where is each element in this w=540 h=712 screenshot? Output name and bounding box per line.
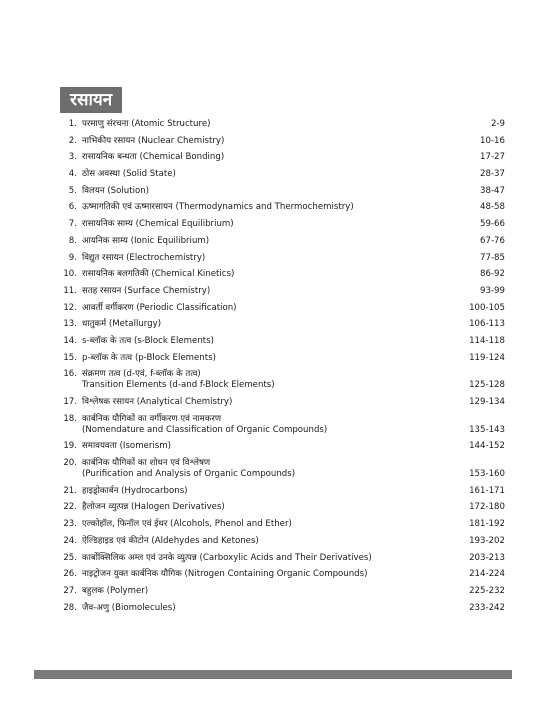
toc-entry-pages: 214-224 (469, 569, 505, 580)
toc-entry-title-line: विलयन (Solution) (82, 185, 150, 196)
toc-entry-pages: 77-85 (480, 252, 505, 263)
toc-entry-pages: 125-128 (469, 380, 505, 391)
toc-entry-pages: 106-113 (469, 319, 505, 330)
toc-entry (60, 458, 505, 480)
toc-entry-number: 8. (68, 235, 77, 246)
toc-entry-pages: 48-58 (480, 202, 505, 213)
toc-entry-number: 17. (63, 397, 77, 407)
toc-entry-pages: 10-16 (480, 135, 505, 146)
toc-entry-title (82, 152, 455, 163)
toc-entry-number: 15. (63, 352, 77, 363)
toc-entry-number: 20. (63, 458, 77, 469)
toc-entry-pages: 181-192 (469, 519, 505, 530)
toc-entry-title (82, 502, 455, 513)
toc-entry (60, 441, 505, 452)
toc-entry-number: 12. (63, 302, 77, 313)
toc-entry-number: 23. (63, 519, 77, 530)
toc-entry-title-line: p-ब्लॉक के तत्व (p-Block Elements) (82, 352, 216, 363)
toc-entry (60, 353, 505, 364)
toc-entry-title-line: नाइट्रोजन युक्त कार्बनिक यौगिक (Nitrogen Containing Organic Compounds) (82, 569, 368, 580)
toc-entry (60, 269, 505, 280)
toc-entry-pages: 153-160 (469, 469, 505, 480)
toc-entry (60, 136, 505, 147)
toc-entry-number: 3. (68, 152, 77, 163)
toc-entry-pages: 100-105 (469, 302, 505, 313)
toc-entry-title-line: ऊष्मागतिकी एवं ऊष्मारसायन (Thermodynamics and Thermochemistry) (82, 202, 354, 213)
toc-entry-title-line: s-ब्लॉक के तत्व (s-Block Elements) (82, 335, 214, 346)
toc-entry (60, 519, 505, 530)
toc-entry-pages: 67-76 (480, 235, 505, 246)
toc-entry-number: 1. (68, 119, 77, 129)
toc-entry (60, 553, 505, 564)
toc-entry-pages: 161-171 (469, 485, 505, 496)
toc-entry-title (82, 441, 455, 452)
toc-entry-number: 5. (68, 185, 77, 196)
toc-entry-title-line: समावयवता (Isomerism) (82, 441, 171, 452)
toc-entry-number: 7. (68, 219, 77, 230)
toc-entry (60, 502, 505, 513)
toc-entry-title-line: रासायनिक साम्य (Chemical Equilibrium) (82, 219, 234, 230)
toc-entry-title (82, 336, 455, 347)
toc-entry-pages: 172-180 (469, 502, 505, 513)
toc-entry-number: 4. (68, 169, 77, 180)
toc-entry-title-line: कार्बनिक यौगिकों का वर्गीकरण एवं नामकरण (82, 413, 222, 424)
toc-entry-title (82, 553, 455, 564)
toc-entry-title-line: (Purification and Analysis of Organic Compounds) (82, 469, 296, 480)
toc-entry-number: 13. (63, 319, 77, 330)
toc-entry-title-line: विश्लेषक रसायन (Analytical Chemistry) (82, 397, 233, 407)
toc-entry (60, 397, 505, 408)
toc-entry-title (82, 236, 455, 247)
table-of-contents (60, 119, 505, 619)
toc-entry-number: 27. (63, 585, 77, 596)
toc-entry (60, 336, 505, 347)
toc-entry-pages: 144-152 (469, 441, 505, 452)
toc-entry-title (82, 397, 455, 408)
toc-entry-pages: 17-27 (480, 152, 505, 163)
toc-entry (60, 236, 505, 247)
toc-entry-title-line: हैलोजन व्युत्पन्न (Halogen Derivatives) (82, 502, 225, 513)
toc-entry-title (82, 586, 455, 597)
toc-entry-title-line: रासायनिक बलगतिकी (Chemical Kinetics) (82, 269, 235, 280)
toc-entry-title (82, 603, 455, 614)
toc-entry-title (82, 136, 455, 147)
toc-entry-title-line: संक्रमण तत्व (d-एवं, f-ब्लॉक के तत्व) (82, 369, 201, 380)
toc-entry-title (82, 486, 455, 497)
toc-entry-title (82, 169, 455, 180)
toc-entry-number: 26. (63, 569, 77, 580)
toc-entry-title (82, 186, 455, 197)
toc-entry (60, 369, 505, 391)
toc-entry (60, 319, 505, 330)
toc-entry-title (82, 458, 455, 480)
toc-entry-pages: 114-118 (469, 335, 505, 346)
toc-entry-pages: 203-213 (469, 552, 505, 563)
toc-entry-title (82, 219, 455, 230)
toc-entry-title-line: नाभिकीय रसायन (Nuclear Chemistry) (82, 135, 225, 146)
toc-entry-number: 22. (63, 502, 77, 513)
toc-entry-pages: 86-92 (480, 269, 505, 280)
toc-entry (60, 303, 505, 314)
toc-entry-title (82, 369, 455, 391)
toc-entry-title-line: जैव-अणु (Biomolecules) (82, 602, 176, 613)
toc-entry (60, 536, 505, 547)
toc-entry (60, 186, 505, 197)
toc-entry-number: 14. (63, 335, 77, 346)
toc-entry (60, 603, 505, 614)
toc-entry-title-line: आयनिक साम्य (Ionic Equilibrium) (82, 235, 210, 246)
toc-entry (60, 414, 505, 436)
toc-entry-title-line: विद्युत रसायन (Electrochemistry) (82, 252, 206, 263)
toc-entry-title (82, 202, 455, 213)
toc-entry-title (82, 119, 455, 130)
toc-entry-title-line: (Nomendature and Classification of Organic Compounds) (82, 424, 328, 435)
toc-entry-pages: 2-9 (490, 119, 505, 129)
toc-entry-title-line: आवर्ती वर्गीकरण (Periodic Classification) (82, 302, 237, 313)
toc-entry-number: 2. (68, 135, 77, 146)
toc-entry-number: 16. (63, 369, 77, 380)
toc-entry-pages: 28-37 (480, 169, 505, 180)
page-title: रसायन (60, 87, 122, 113)
toc-entry (60, 119, 505, 130)
toc-entry-title-line: ऐल्डिहाइड एवं कीटोन (Aldehydes and Ketones) (82, 535, 259, 546)
toc-entry (60, 202, 505, 213)
toc-entry-title-line: हाइड्रोकार्बन (Hydrocarbons) (82, 485, 188, 496)
toc-entry-number: 10. (63, 269, 77, 280)
toc-entry-pages: 225-232 (469, 585, 505, 596)
toc-entry (60, 486, 505, 497)
toc-entry-title (82, 519, 455, 530)
toc-entry-pages: 135-143 (469, 424, 505, 435)
toc-entry-number: 18. (63, 413, 77, 424)
toc-entry-title (82, 569, 455, 580)
toc-entry-title-line: परमाणु संरचना (Atomic Structure) (82, 119, 211, 129)
toc-entry-pages: 59-66 (480, 219, 505, 230)
toc-entry-title-line: कार्बोक्सिलिक अम्ल एवं उनके व्युत्पन्न (Carboxylic Acids and Their Derivatives) (82, 552, 372, 563)
toc-entry-title-line: बहुलक (Polymer) (82, 585, 149, 596)
toc-entry-title (82, 269, 455, 280)
toc-entry-title-line: सतह रसायन (Surface Chemistry) (82, 285, 211, 296)
toc-entry-pages: 129-134 (469, 397, 505, 407)
toc-entry-title (82, 253, 455, 264)
toc-entry (60, 152, 505, 163)
toc-entry-title-line: एल्कोहॉल, फिनॉल एवं ईथर (Alcohols, Phenol and Ether) (82, 519, 292, 530)
toc-entry-pages: 93-99 (480, 285, 505, 296)
footer-bar (34, 670, 512, 679)
toc-entry (60, 219, 505, 230)
toc-entry-number: 24. (63, 535, 77, 546)
toc-entry (60, 286, 505, 297)
toc-entry-pages: 193-202 (469, 535, 505, 546)
toc-entry-number: 9. (68, 252, 77, 263)
toc-entry-title-line: रासायनिक बन्धता (Chemical Bonding) (82, 152, 225, 163)
toc-entry-title-line: कार्बनिक यौगिकों का शोधन एवं विश्लेषण (82, 458, 211, 469)
toc-entry-number: 25. (63, 552, 77, 563)
toc-entry-pages: 38-47 (480, 185, 505, 196)
toc-entry-title (82, 319, 455, 330)
toc-entry (60, 586, 505, 597)
toc-entry-pages: 233-242 (469, 602, 505, 613)
toc-entry-title-line: ठोस अवस्था (Solid State) (82, 169, 176, 180)
toc-entry-number: 11. (63, 285, 77, 296)
toc-entry-number: 28. (63, 602, 77, 613)
toc-entry-title (82, 353, 455, 364)
toc-entry-title-line: धातुकर्म (Metallurgy) (82, 319, 162, 330)
toc-entry-number: 6. (68, 202, 77, 213)
toc-entry (60, 169, 505, 180)
toc-entry-title (82, 303, 455, 314)
toc-entry-number: 19. (63, 441, 77, 452)
toc-entry-title (82, 414, 455, 436)
toc-entry-title-line: Transition Elements (d-and f-Block Elements) (82, 380, 275, 391)
toc-entry-title (82, 286, 455, 297)
toc-entry (60, 253, 505, 264)
toc-entry-title (82, 536, 455, 547)
toc-entry-pages: 119-124 (469, 352, 505, 363)
toc-entry-number: 21. (63, 485, 77, 496)
toc-entry (60, 569, 505, 580)
